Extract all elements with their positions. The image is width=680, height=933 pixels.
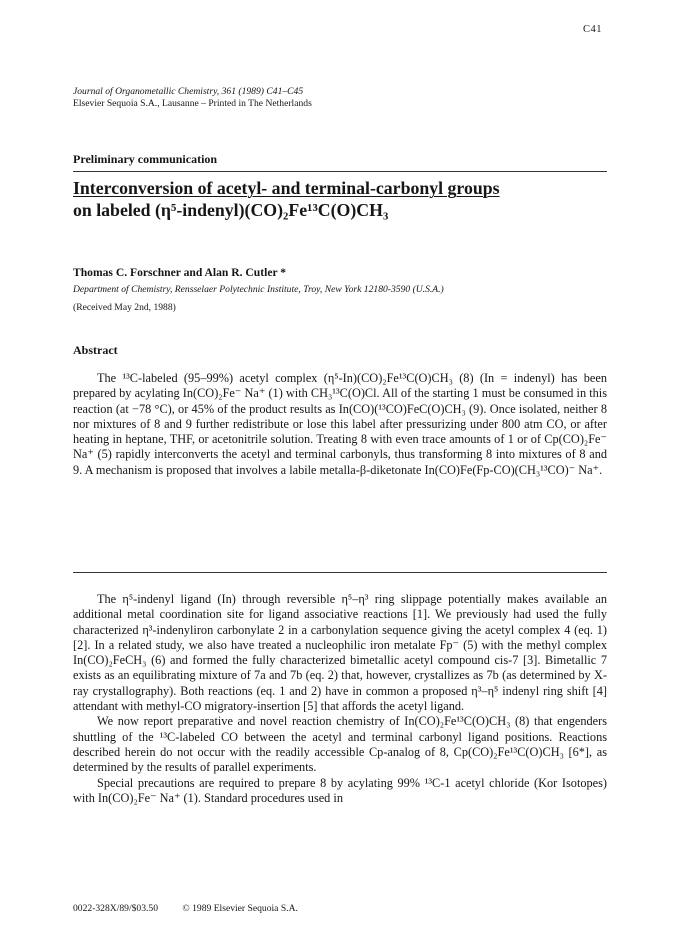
publisher-line: Elsevier Sequoia S.A., Lausanne – Printed in The Netherlands xyxy=(73,98,312,109)
author-list: Thomas C. Forschner and Alan R. Cutler * xyxy=(73,266,287,279)
abstract-heading: Abstract xyxy=(73,343,118,357)
title-line-2: on labeled (η⁵-indenyl)(CO)₂Fe¹³C(O)CH₃ xyxy=(73,200,389,220)
abstract-text: The ¹³C-labeled (95–99%) acetyl complex (η⁵-In)(CO)₂Fe¹³C(O)CH₃ (8) (In = indenyl) has been prepared by acylating In(CO)₂Fe⁻ Na⁺ (1) with CH₃¹³C(O)Cl. All of the starting 1 must be consumed in this reaction (at −78 °C), or 45% of the product results as In(CO)(¹³CO)FeC(O)CH₃ (9). Once isolated, neither 8 nor mixtures of 8 and 9 further redistribute or lose this label after pressurizing under 800 atm CO, or after heating in heptane, THF, or acetonitrile solution. Treating 8 with even trace amounts of 1 or of Cp(CO)₂Fe⁻ Na⁺ (5) rapidly interconverts the acetyl and terminal carbonyls, thus transforming 8 into mixtures of 8 and 9. A mechanism is proposed that involves a labile metalla-β-diketonate In(CO)Fe(Fp-CO)(CH₃¹³CO)⁻ Na⁺. xyxy=(73,371,607,477)
received-date: (Received May 2nd, 1988) xyxy=(73,302,176,313)
affiliation: Department of Chemistry, Rensselaer Polytechnic Institute, Troy, New York 12180-3590 (U.S.A.) xyxy=(73,284,444,295)
article-title xyxy=(73,177,613,221)
page-footer xyxy=(73,903,320,914)
title-line-1: Interconversion of acetyl- and terminal-carbonyl groups xyxy=(73,178,500,198)
journal-citation xyxy=(73,86,312,110)
body-paragraph-2: We now report preparative and novel reaction chemistry of In(CO)₂Fe¹³C(O)CH₃ (8) that engenders shuttling of the ¹³C-labeled CO between the acetyl and terminal carbonyl ligand positions. Reactions described herein do not occur with the readily accessible Cp-analog of 8, Cp(CO)₂Fe¹³C(O)CH₃ [6*], as determined by the results of parallel experiments. xyxy=(73,714,607,775)
body-paragraph-1: The η⁵-indenyl ligand (In) through reversible η⁵–η³ ring slippage potentially makes available an additional metal coordination site for ligand associative reactions [1]. We previously had used the fully characterized η³-indenyliron carbonylate 2 in a carbonylation sequence giving the acetyl complex 4 (eq. 1) [2]. In a related study, we also have treated a nucleophilic iron metalate Fp⁻ (5) with the methyl complex In(CO)₂FeCH₃ (6) and formed the fully characterized bimetallic acetyl compound cis-7 [3]. Bimetallic 7 exists as an equilibrating mixture of 7a and 7b (eq. 2) that, however, crystallizes as 7b (as determined by X-ray crystallography). Both reactions (eq. 1 and 2) have in common a proposed η³–η⁵ indenyl ring shift [4] attendant with methyl-CO migratory-insertion [5] that affords the acetyl ligand. xyxy=(73,592,607,714)
copyright-notice: © 1989 Elsevier Sequoia S.A. xyxy=(182,903,298,914)
body-paragraph-3: Special precautions are required to prepare 8 by acylating 99% ¹³C-1 acetyl chloride (Kor Isotopes) with In(CO)₂Fe⁻ Na⁺ (1). Standard procedures used in xyxy=(73,775,607,805)
body-text xyxy=(73,592,607,806)
abstract-divider xyxy=(73,572,607,573)
journal-citation-line: Journal of Organometallic Chemistry, 361 (1989) C41–C45 xyxy=(73,86,304,97)
rubric-divider xyxy=(73,171,607,172)
page-number: C41 xyxy=(582,24,602,35)
article-type: Preliminary communication xyxy=(73,152,218,166)
issn-price-code: 0022-328X/89/$03.50 xyxy=(73,903,159,914)
